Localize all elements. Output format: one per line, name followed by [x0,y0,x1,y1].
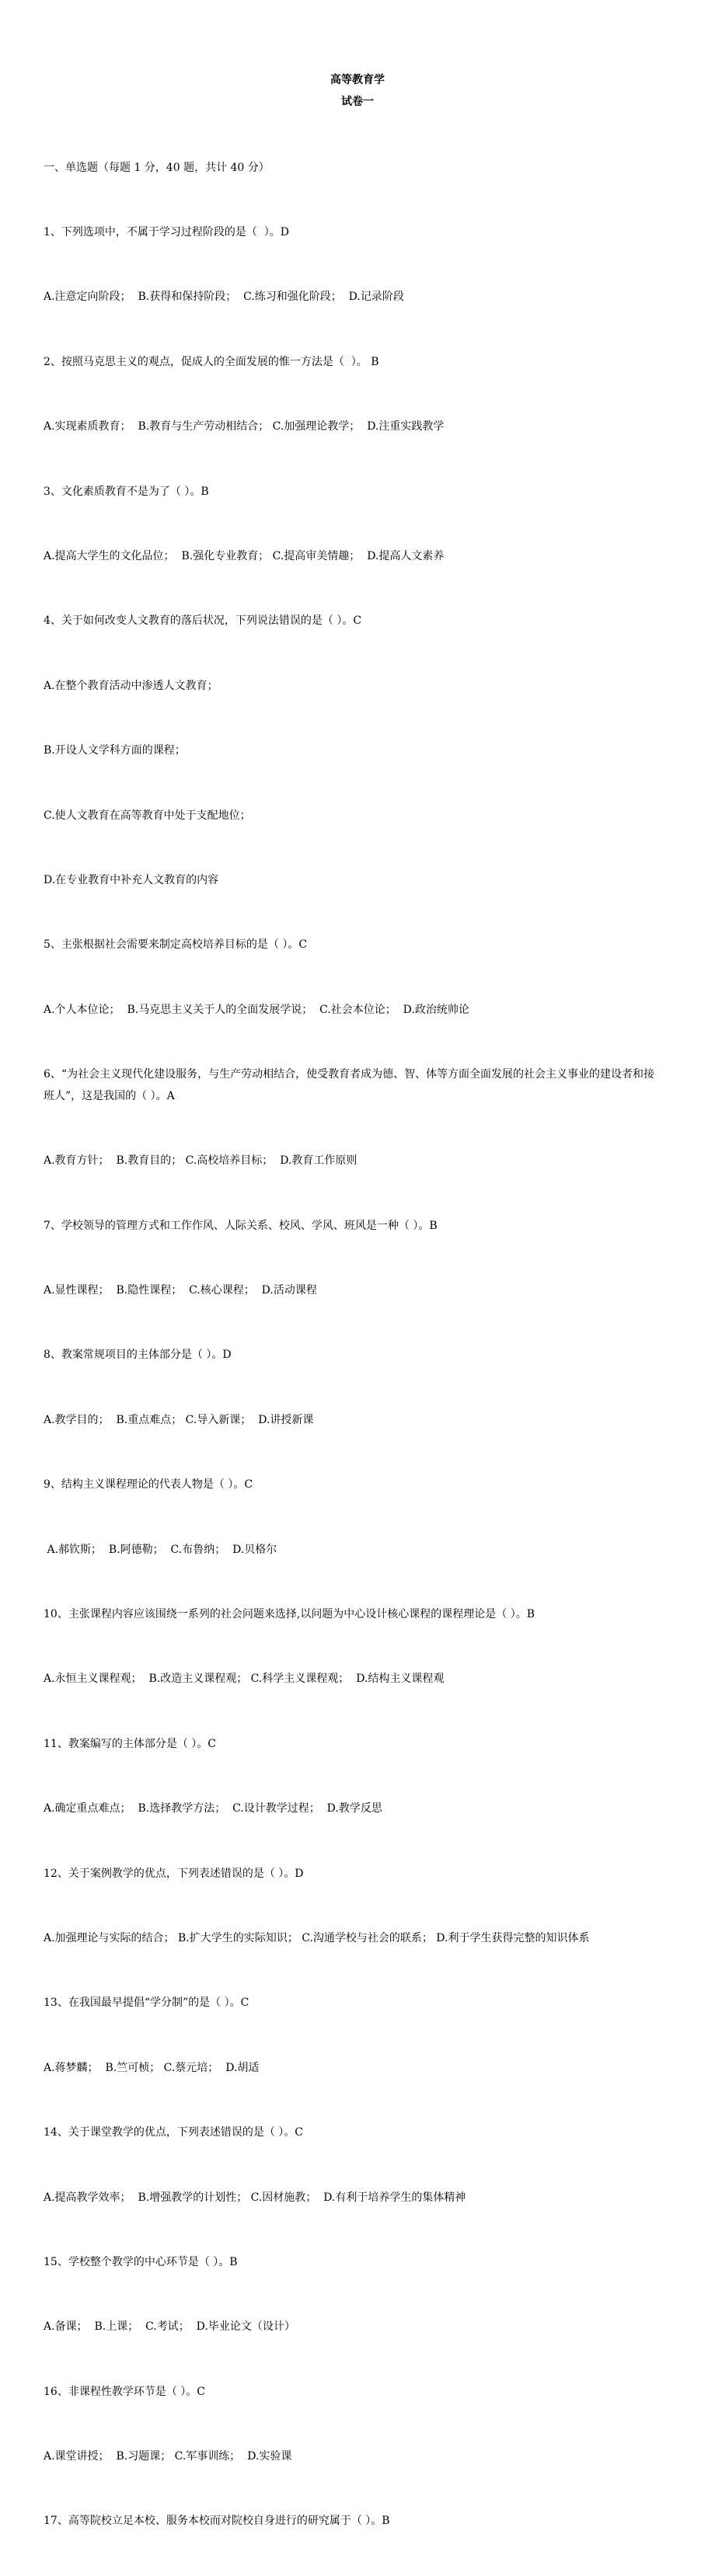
options-line: C.使人文教育在高等教育中处于支配地位； [44,809,251,822]
options-line: A.确定重点难点； B.选择教学方法； C.设计教学过程； D.教学反思 [44,1802,382,1815]
options-line: A.郝钦斯； B.阿德勒； C.布鲁纳； D.贝格尔 [44,1543,277,1556]
question-line: 14、关于课堂教学的优点，下列表述错误的是（ ）。C [44,2126,303,2139]
options-line: A.蒋梦麟； B.竺可桢； C.蔡元培； D.胡适 [44,2061,260,2074]
options-line: A.注意定向阶段； B.获得和保持阶段； C.练习和强化阶段； D.记录阶段 [44,291,404,304]
options-line: B.开设人文学科方面的课程； [44,744,186,757]
question-line: 10、主张课程内容应该围绕一系列的社会问题来选择,以问题为中心设计核心课程的课程理论是（ ）。B [44,1607,535,1620]
question-line: 12、关于案例教学的优点，下列表述错误的是（ ）。D [44,1867,304,1880]
question-line: 8、教案常规项目的主体部分是（ ）。D [44,1349,232,1362]
document-title: 高等教育学 [330,74,385,86]
options-line: A.备课； B.上课； C.考试； D.毕业论文（设计） [44,2320,295,2334]
options-line: A.课堂讲授； B.习题课； C.军事训练； D.实验课 [44,2450,292,2463]
options-line: A.提高教学效率； B.增强教学的计划性； C.因材施教； D.有利于培养学生的集体精神 [44,2191,466,2204]
section-header: 一、单选题（每题 1 分，40 题，共计 40 分） [44,161,270,174]
question-line: 3、文化素质教育不是为了（ ）。B [44,485,209,498]
question-line: 17、高等院校立足本校、服务本校而对院校自身进行的研究属于（ ）。B [44,2515,390,2528]
options-line: A.个人本位论； B.马克思主义关于人的全面发展学说； C.社会本位论； D.政治统帅论 [44,1003,469,1016]
options-line: A.教学目的； B.重点难点； C.导入新课； D.讲授新课 [44,1413,314,1426]
question-line: 1、下列选项中，不属于学习过程阶段的是（ ）。D [44,225,290,238]
question-line: 4、关于如何改变人文教育的落后状况，下列说法错误的是（ ）。C [44,614,362,628]
question-line: 16、非课程性教学环节是（ ）。C [44,2385,205,2398]
options-line: A.在整个教育活动中渗透人文教育； [44,679,218,692]
options-line: A.提高大学生的文化品位； B.强化专业教育； C.提高审美情趣； D.提高人文素养 [44,549,445,562]
question-line: 2、按照马克思主义的观点，促成人的全面发展的惟一方法是（ ）。 B [44,355,379,368]
question-list [44,114,659,2576]
options-line: A.实现素质教育； B.教育与生产劳动相结合； C.加强理论教学； D.注重实践教学 [44,420,445,433]
question-line: 11、教案编写的主体部分是（ ）。C [44,1737,216,1750]
document-subtitle: 试卷一 [341,96,374,108]
question-line: 13、在我国最早提倡“学分制”的是（ ）。C [44,1996,249,2010]
question-line: 5、主张根据社会需要来制定高校培养目标的是（ ）。C [44,938,308,952]
question-line: 7、学校领导的管理方式和工作作风、人际关系、校风、学风、班风是一种（ ）。B [44,1219,438,1232]
options-line: A.永恒主义课程观； B.改造主义课程观； C.科学主义课程观； D.结构主义课程观 [44,1673,445,1686]
question-line: 6、“为社会主义现代化建设服务，与生产劳动相结合，使受教育者成为德、智、体等方面全面发展的社会主义事业的建设者和接班人”，这是我国的（ ）。A [44,1068,655,1102]
options-line: A.加强理论与实际的结合； B.扩大学生的实际知识； C.沟通学校与社会的联系； D.利于学生获得完整的知识体系 [44,1931,590,1944]
question-line: 15、学校整个教学的中心环节是（ ）。B [44,2255,238,2268]
options-line: A.显性课程； B.隐性课程； C.核心课程； D.活动课程 [44,1284,317,1297]
options-line: A.教育方针； B.教育目的； C.高校培养目标； D.教育工作原则 [44,1154,358,1168]
question-line: 9、结构主义课程理论的代表人物是（ ）。C [44,1478,253,1492]
options-line: D.在专业教育中补充人文教育的内容 [44,873,219,886]
